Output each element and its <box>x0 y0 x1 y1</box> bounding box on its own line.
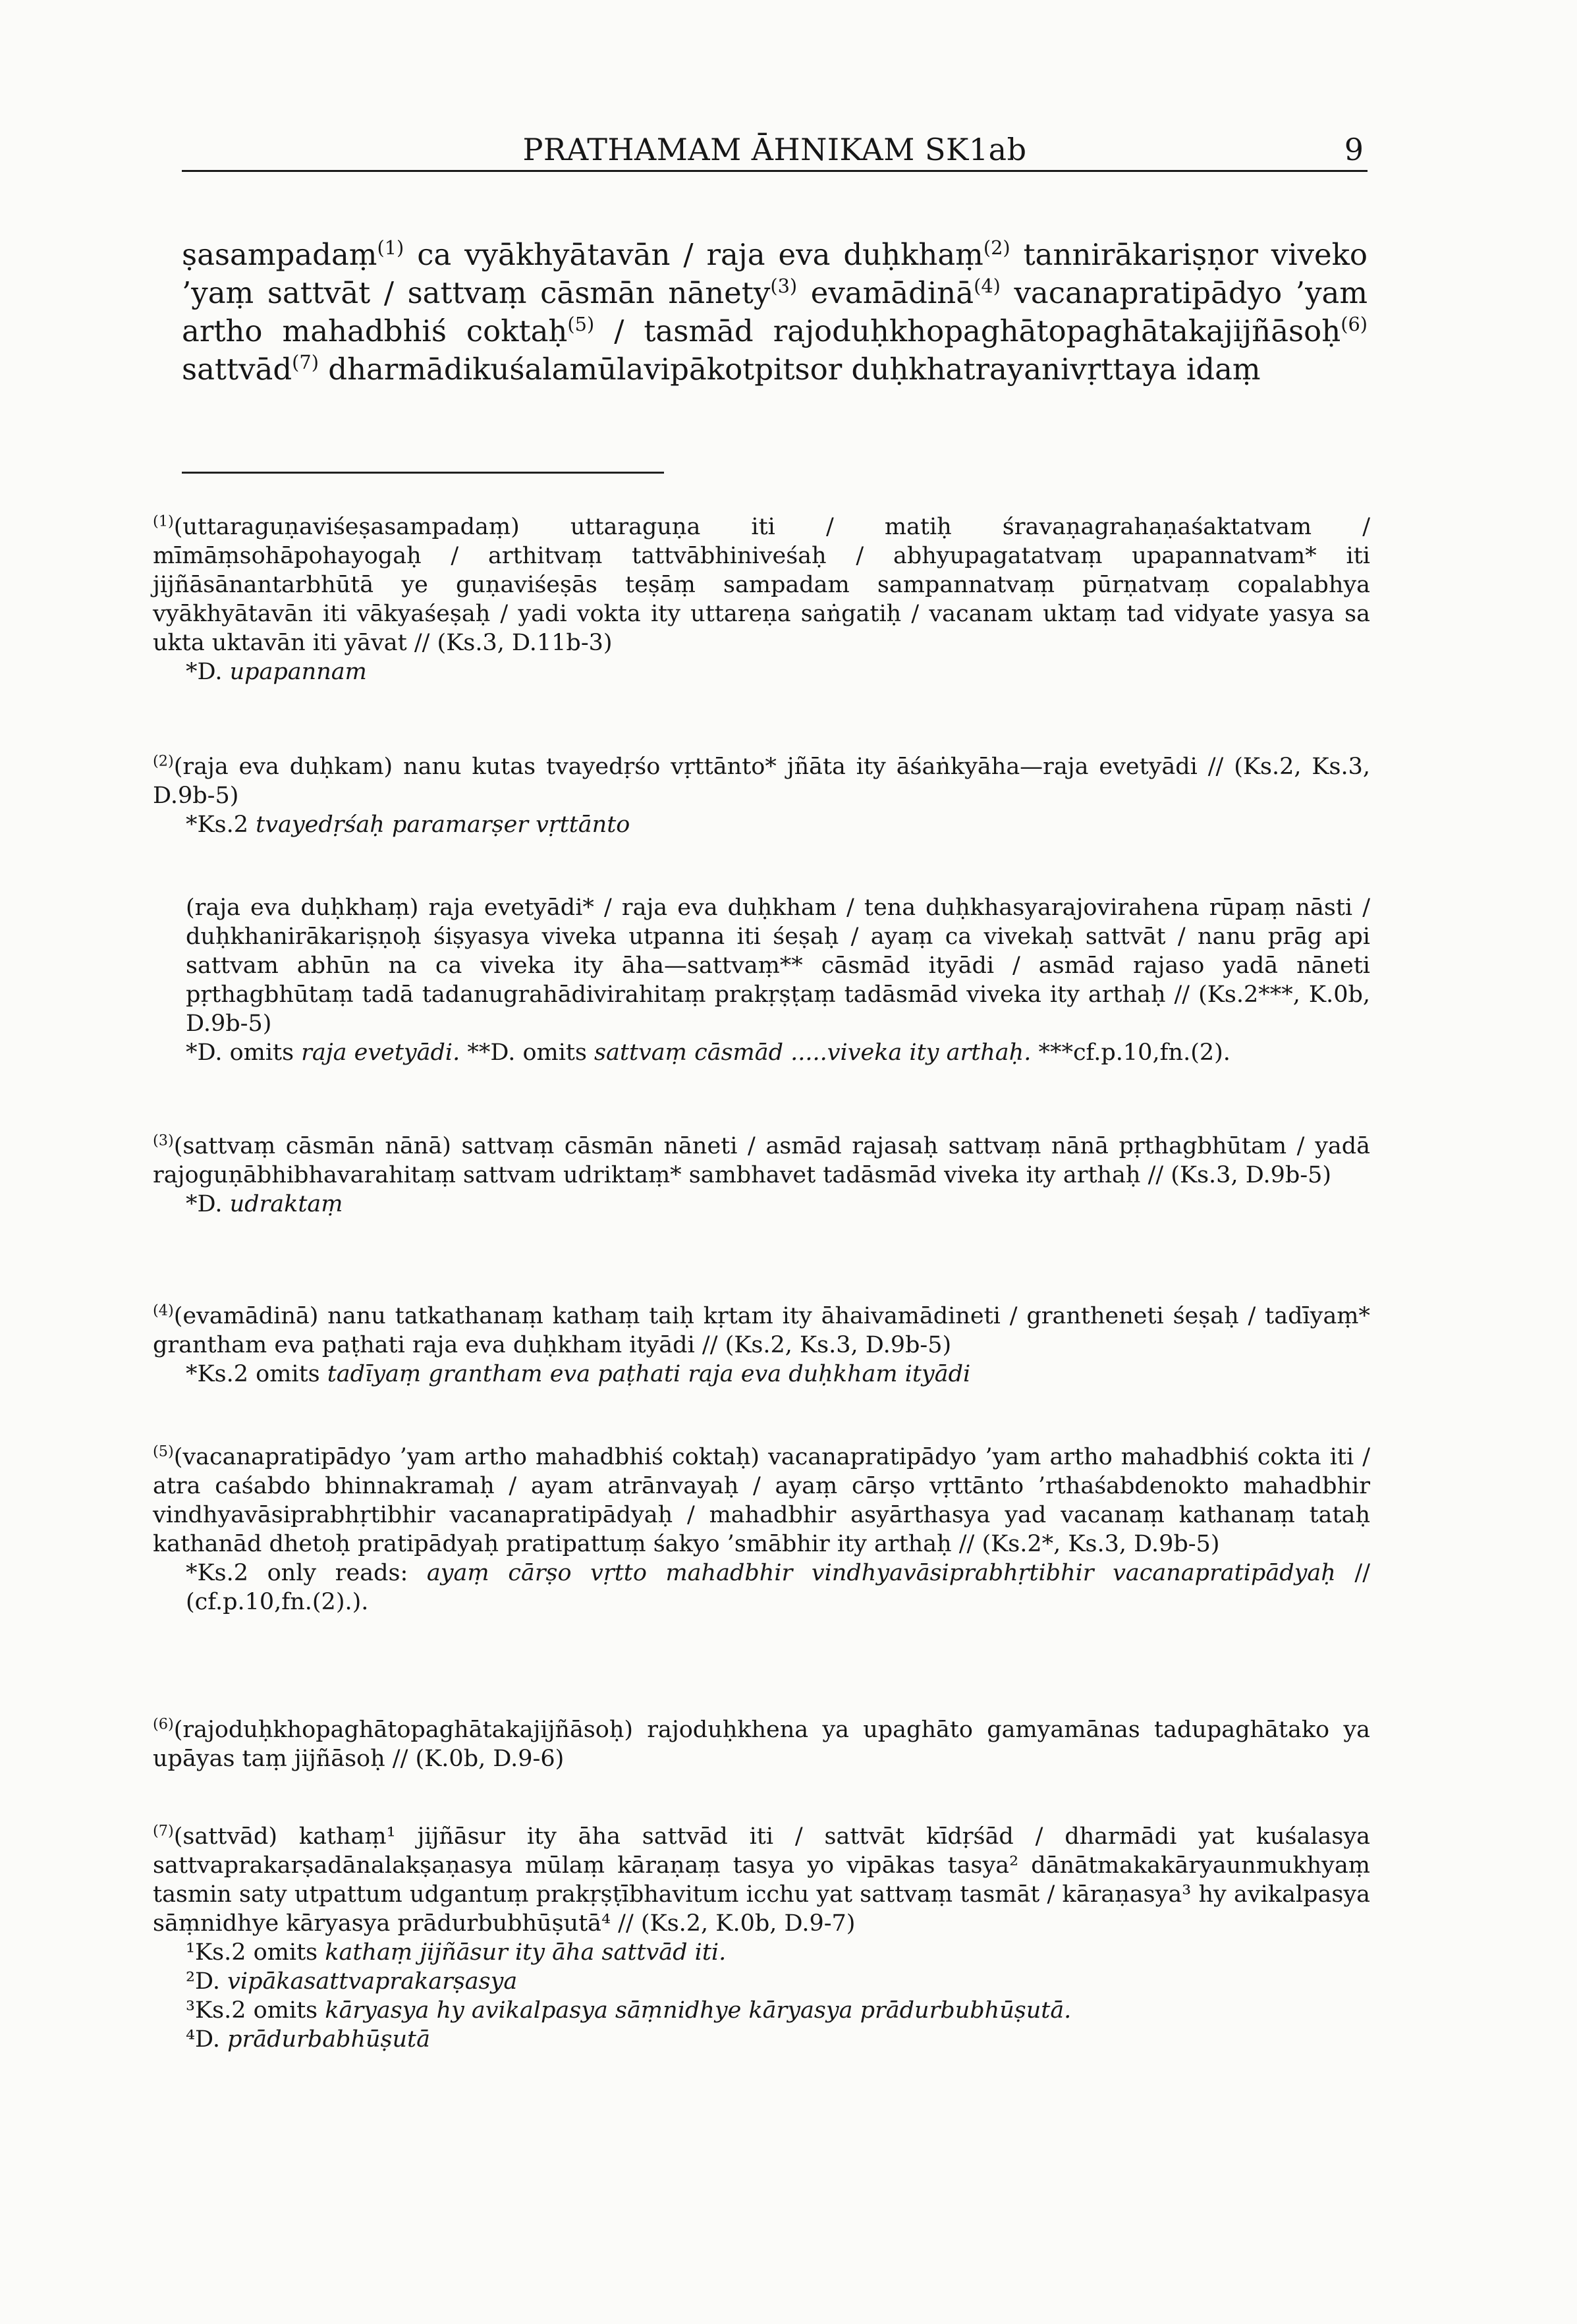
footnote-variant: ¹Ks.2 omits kathaṃ jijñāsur ity āha sattvād iti. <box>186 1939 727 1966</box>
main-text-segment: ca vyākhyātavān / raja eva duḥkhaṃ <box>404 237 983 272</box>
footnote-mark: (1) <box>153 512 174 530</box>
footnote-text: (uttaraguṇaviśeṣasampadaṃ) uttaraguṇa iti / matiḥ śravaṇagrahaṇaśaktatvam / mīmāṃsohāpohayogaḥ / arthitvaṃ tattvābhiniveśaḥ / abhyupagatatvaṃ upapannatvam* iti jijñāsānantarbhūtā ye guṇaviśeṣās teṣāṃ sampadam sampannatvaṃ pūrṇatvaṃ copalabhya vyākhyātavān iti vākyaśeṣaḥ / yadi vokta ity uttareṇa saṅgatiḥ / vacanam uktaṃ tad vidyate yasya sa ukta uktavān iti yāvat // (Ks.3, D.11b-3) <box>153 514 1370 656</box>
footnote-text: (raja eva duḥkam) nanu kutas tvayedṛśo vṛttānto* jñāta ity āśaṅkyāha—raja evetyādi // (Ks.2, Ks.3, D.9b-5) <box>153 754 1370 809</box>
footnote-mark: (4) <box>153 1302 174 1319</box>
footnote-ref: (6) <box>1341 313 1368 335</box>
footnote-ref: (5) <box>567 313 595 335</box>
footnote-ref: (3) <box>770 275 798 297</box>
main-text-segment: sattvād <box>182 352 292 387</box>
page-header <box>182 130 1368 172</box>
footnote-mark: (2) <box>153 752 174 770</box>
main-text-segment: ṣasampadaṃ <box>182 237 377 272</box>
page-number: 9 <box>1344 132 1364 167</box>
footnote-1 <box>153 512 1370 686</box>
footnote-mark: (5) <box>153 1443 174 1460</box>
footnote-variant: *D. upapannam <box>186 659 367 685</box>
main-text-segment: vacanapratipādyo ’yam artho mahadbhiś coktaḥ <box>182 275 1368 348</box>
footnote-text: (raja eva duḥkhaṃ) raja evetyādi* / raja eva duḥkham / tena duḥkhasyarajovirahena rūpaṃ nāsti / duḥkhanirākariṣṇoḥ śiṣyasya viveka utpanna iti śeṣaḥ / ayaṃ ca vivekaḥ sattvāt / nanu prāg api sattvam abhūn na ca viveka ity āha—sattvaṃ** cāsmād ityādi / asmād rajaso yadā nāneti pṛthagbhūtaṃ tadā tadanugrahādivirahitaṃ prakṛṣṭaṃ tadāsmād viveka ity arthaḥ // (Ks.2***, K.0b, D.9b-5) <box>186 895 1370 1037</box>
footnote-text: (sattvaṃ cāsmān nānā) sattvaṃ cāsmān nāneti / asmād rajasaḥ sattvaṃ nānā pṛthagbhūtam / yadā rajoguṇābhibhavarahitaṃ sattvam udriktaṃ* sambhavet tadāsmād viveka ity arthaḥ // (Ks.3, D.9b-5) <box>153 1133 1370 1188</box>
footnote-variant: *Ks.2 omits tadīyaṃ grantham eva paṭhati raja eva duḥkham ityādi <box>186 1361 971 1387</box>
main-text-segment: / tasmād rajoduḥkhopaghātopaghātakajijñāsoḥ <box>594 314 1341 348</box>
footnote-variant: *Ks.2 only reads: ayaṃ cārṣo vṛtto mahadbhir vindhyavāsiprabhṛtibhir vacanapratipādyaḥ // (cf.p.10,fn.(2).). <box>186 1560 1370 1615</box>
footnote-mark: (7) <box>153 1822 174 1840</box>
main-text-segment: tannirākariṣṇor viveko ’yaṃ sattvāt / sattvaṃ cāsmān nānety <box>182 237 1368 310</box>
footnote-text: (sattvād) kathaṃ¹ jijñāsur ity āha sattvād iti / sattvāt kīdṛśād / dharmādi yat kuśalasya sattvaprakarṣadānalakṣaṇasya mūlaṃ kāraṇaṃ tasya yo vipākas tasya² dānātmakakāryaunmukhyaṃ tasmin saty utpattum udgantuṃ prakṛṣṭībhavitum icchu yat sattvaṃ tasmāt / kāraṇasya³ hy avikalpasya sāṃnidhye kāryasya prādurbubhūṣutā⁴ // (Ks.2, K.0b, D.9-7) <box>153 1823 1370 1937</box>
footnote-variant: ³Ks.2 omits kāryasya hy avikalpasya sāṃnidhye kāryasya prādurbubhūṣutā. <box>186 1997 1072 2024</box>
footnote-6 <box>153 1715 1370 1773</box>
footnote-variant: *D. udraktaṃ <box>186 1191 343 1217</box>
main-text-segment: dharmādikuśalamūlavipākotpitsor duḥkhatrayanivṛttaya idaṃ <box>318 352 1261 387</box>
footnote-5 <box>153 1443 1370 1617</box>
footnote-2 <box>153 752 1370 839</box>
footnote-text: (vacanapratipādyo ’yam artho mahadbhiś coktaḥ) vacanapratipādyo ’yam artho mahadbhiś cokta iti / atra caśabdo bhinnakramaḥ / ayam atrānvayaḥ / ayaṃ cārṣo vṛttānto ’rthaśabdenokto mahadbhir vindhyavāsiprabhṛtibhir vacanapratipādyaḥ / mahadbhir asyārthasya yad vacanaṃ kathanaṃ tataḥ kathanād dhetoḥ pratipādyaḥ pratipattuṃ śakyo ’smābhir ity arthaḥ // (Ks.2*, Ks.3, D.9b-5) <box>153 1444 1370 1557</box>
footnote-ref: (1) <box>377 236 404 259</box>
footnote-ref: (2) <box>983 236 1010 259</box>
footnote-text: (rajoduḥkhopaghātopaghātakajijñāsoḥ) rajoduḥkhena ya upaghāto gamyamānas tadupaghātako ya upāyas taṃ jijñāsoḥ // (K.0b, D.9-6) <box>153 1717 1370 1772</box>
footnote-3 <box>153 1132 1370 1219</box>
footnote-4 <box>153 1302 1370 1389</box>
footnote-mark: (6) <box>153 1715 174 1733</box>
running-title: PRATHAMAM ĀHNIKAM SK1ab <box>522 132 1027 167</box>
footnote-variant: *D. omits raja evetyādi. **D. omits sattvaṃ cāsmād .....viveka ity arthaḥ. ***cf.p.10,fn.(2). <box>186 1039 1231 1066</box>
footnote-7 <box>153 1822 1370 2054</box>
footnote-separator <box>182 472 664 474</box>
footnote-ref: (7) <box>292 351 319 374</box>
main-text-segment: evamādinā <box>797 275 974 310</box>
footnote-variant: *Ks.2 tvayedṛśaḥ paramarṣer vṛttānto <box>186 812 630 838</box>
footnote-ref: (4) <box>974 275 1001 297</box>
footnote-text: (evamādinā) nanu tatkathanaṃ kathaṃ taiḥ kṛtam ity āhaivamādineti / grantheneti śeṣaḥ / tadīyaṃ* grantham eva paṭhati raja eva duḥkham ityādi // (Ks.2, Ks.3, D.9b-5) <box>153 1303 1370 1358</box>
commentary-paragraph <box>153 893 1370 1067</box>
footnote-variant: ⁴D. prādurbabhūṣutā <box>186 2026 430 2053</box>
footnote-variant: ²D. vipākasattvaprakarṣasya <box>186 1968 518 1995</box>
footnote-mark: (3) <box>153 1132 174 1149</box>
main-text <box>182 236 1368 389</box>
